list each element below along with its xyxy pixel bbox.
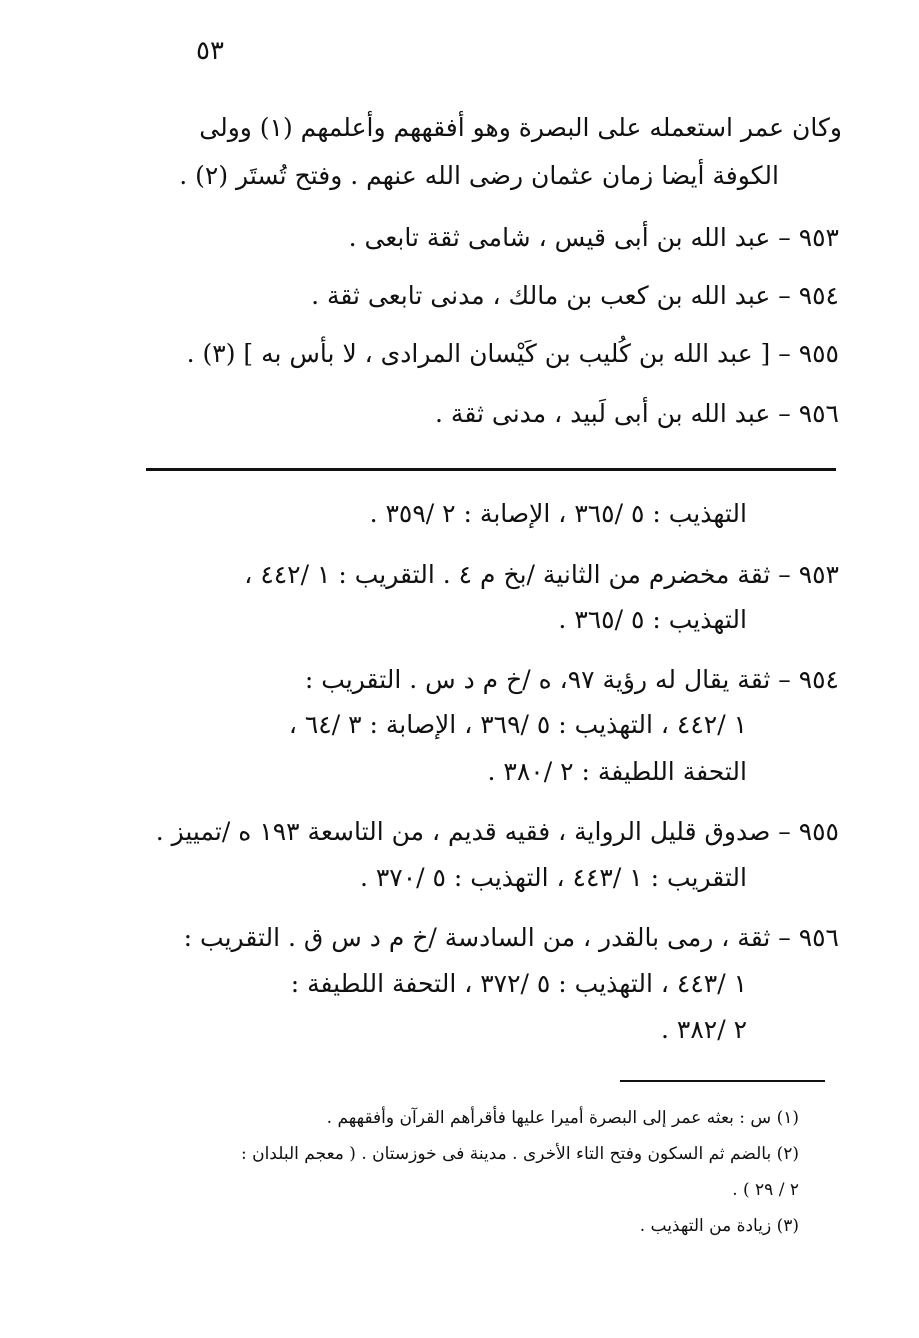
- main-divider: [146, 468, 836, 471]
- note-954-line-2: ١ /٤٤٢ ، التهذيب : ٥ /٣٦٩ ، الإصابة : ٣ /٦٤ ،: [288, 710, 747, 739]
- note-953-line-2: التهذيب : ٥ /٣٦٥ .: [558, 605, 747, 634]
- note-954-line-3: التحفة اللطيفة : ٢ /٣٨٠ .: [487, 757, 747, 786]
- intro-line-1: وكان عمر استعمله على البصرة وهو أفقههم وأعلمهم (١) وولى: [199, 113, 842, 142]
- note-956-line-2: ١ /٤٤٣ ، التهذيب : ٥ /٣٧٢ ، التحفة اللطيفة :: [290, 969, 747, 998]
- entry-955: ٩٥٥ – [ عبد الله بن كُليب بن كَيْسان المرادى ، لا بأس به ] (٣) .: [186, 339, 839, 368]
- note-955-line-2: التقريب : ١ /٤٤٣ ، التهذيب : ٥ /٣٧٠ .: [359, 863, 747, 892]
- note-line-1: التهذيب : ٥ /٣٦٥ ، الإصابة : ٢ /٣٥٩ .: [369, 499, 747, 528]
- page-number: ٥٣: [196, 36, 224, 66]
- note-956-line-3: ٢ /٣٨٢ .: [660, 1015, 747, 1044]
- note-953-line-1: ٩٥٣ – ثقة مخضرم من الثانية /بخ م ٤ . التقريب : ١ /٤٤٢ ،: [244, 560, 839, 589]
- footnote-2-line-2: ٢ / ٢٩ ) .: [732, 1180, 799, 1200]
- footnote-divider: [620, 1080, 825, 1082]
- entry-954: ٩٥٤ – عبد الله بن كعب بن مالك ، مدنى تابعى ثقة .: [311, 281, 839, 310]
- entry-956: ٩٥٦ – عبد الله بن أبى لَبيد ، مدنى ثقة .: [435, 399, 839, 428]
- note-955-line-1: ٩٥٥ – صدوق قليل الرواية ، فقيه قديم ، من التاسعة ١٩٣ ه /تمييز .: [155, 817, 839, 846]
- footnote-1: (١) س : بعثه عمر إلى البصرة أميرا عليها فأقرأهم القرآن وأفقههم .: [326, 1108, 799, 1128]
- footnote-2-line-1: (٢) بالضم ثم السكون وفتح التاء الأخرى . مدينة فى خوزستان . ( معجم البلدان :: [240, 1144, 799, 1164]
- intro-line-2: الكوفة أيضا زمان عثمان رضى الله عنهم . وفتح تُستَر (٢) .: [179, 161, 779, 190]
- note-954-line-1: ٩٥٤ – ثقة يقال له رؤية ٩٧، ه /خ م د س . التقريب :: [304, 665, 839, 694]
- footnote-3: (٣) زيادة من التهذيب .: [639, 1216, 799, 1236]
- note-956-line-1: ٩٥٦ – ثقة ، رمى بالقدر ، من السادسة /خ م د س ق . التقريب :: [183, 923, 839, 952]
- entry-953: ٩٥٣ – عبد الله بن أبى قيس ، شامى ثقة تابعى .: [348, 223, 839, 252]
